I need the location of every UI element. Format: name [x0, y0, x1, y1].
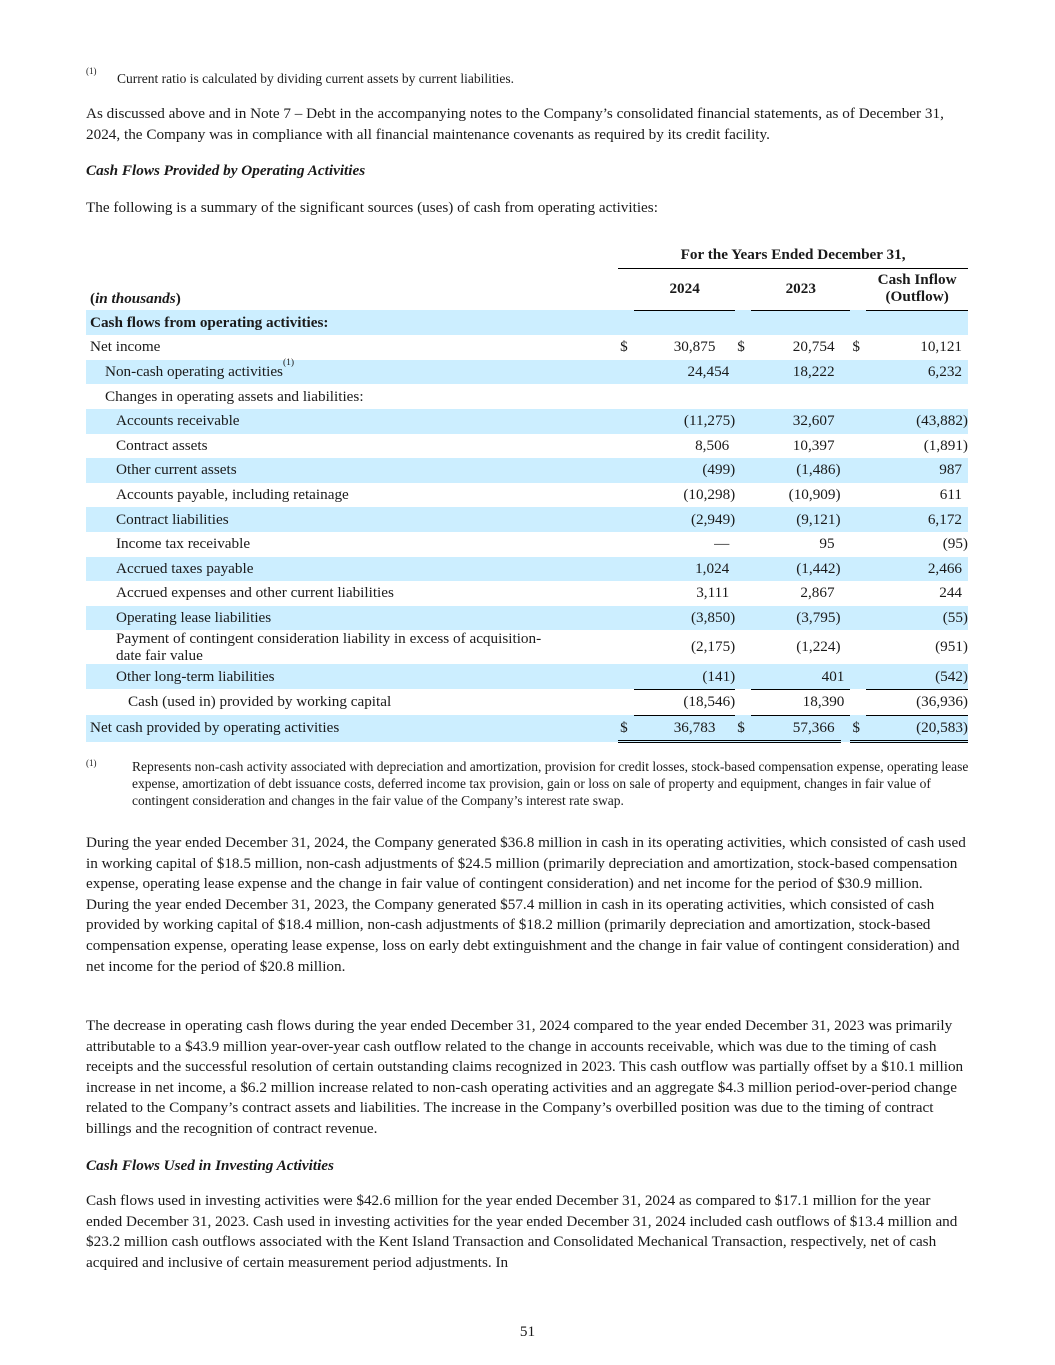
operating-cash-flow-table — [86, 243, 968, 743]
footnote-text: Represents non-cash activity associated with depreciation and amortization, provision for credit losses, stock-based compensation expense, operating lease expense, amortization of debt issuance costs, deferred income tax provision, gain or loss on sale of property and equipment, changes in fair value of contingent consideration and changes in the fair value of the Company’s interest rate swap. — [132, 759, 969, 809]
period-header: For the Years Ended December 31, — [618, 243, 968, 268]
table-row: Non-cash operating activities$^{(1)}$ 24,454 18,222 6,232 — [86, 360, 968, 385]
table-row: Income tax receivable — 95 (95) — [116, 535, 968, 553]
investing-paragraph: Cash flows used in investing activities were $42.6 million for the year ended December 31, 2024 as compared to $17.1 million for the year ended December 31, 2023. Cash used in investing activities for the year ended December 31, 2024 included cash outflows of $13.4 million and $23.2 million cash outflows associated with the Kent Island Transaction and Consolidated Mechanical Transaction, respectively, net of cash acquired and inclusive of certain measurement period adjustments. In — [86, 1192, 958, 1271]
table-row: Contract assets 8,506 10,397 (1,891) — [116, 436, 968, 454]
table-footnote — [86, 758, 969, 810]
footnote-text: Current ratio is calculated by dividing current assets by current liabilities. — [117, 71, 515, 86]
table-row: Accrued taxes payable 1,024 (1,442) 2,466 — [86, 557, 968, 582]
table-row: Net income $ 30,875 $ 20,754 $ 10,121 — [90, 338, 962, 356]
column-2024-header: 2024 — [634, 268, 735, 310]
table-row: Other long-term liabilities (141) 401 (542) — [86, 664, 968, 689]
current-ratio-footnote — [86, 66, 969, 87]
table-row: Changes in operating assets and liabilities: — [105, 387, 364, 405]
footnote-marker: (1) — [86, 758, 97, 768]
table-row: Accrued expenses and other current liabilities 3,111 2,867 244 — [116, 584, 962, 602]
table-total-row: Net cash provided by operating activities $ 36,783 $ 57,366 $ (20,583) — [86, 715, 968, 742]
footnote-marker: (1) — [86, 66, 97, 76]
operating-summary-lead: The following is a summary of the significant sources (uses) of cash from operating activities: — [86, 199, 658, 216]
column-change-header: Cash Inflow (Outflow) — [866, 268, 968, 310]
section-label: Cash flows from operating activities: — [86, 310, 618, 335]
table-section-row — [86, 310, 968, 335]
table-row: Other current assets (499) (1,486) 987 — [86, 458, 968, 483]
operating-change-paragraph: The decrease in operating cash flows during the year ended December 31, 2024 compared to the year ended December 31, 2023 was primarily attributable to a $43.9 million year-over-year cash outflow related to the change in accounts receivable, which was due to the timing of cash receipts and the successful resolution of certain outstanding claims recognized in 2023. This cash outflow was partially offset by a $10.1 million increase in net income, a $6.2 million increase related to non-cash operating activities and an aggregate $4.3 million period-over-period change related to the Company’s contract assets and liabilities. The increase in the Company’s overbilled position was due to the timing of contract billings and the recognition of contract revenue. — [86, 1017, 964, 1137]
column-2023-header: 2023 — [751, 268, 850, 310]
investing-activities-heading: Cash Flows Used in Investing Activities — [86, 1157, 334, 1174]
units-label: (in thousands) — [90, 290, 181, 308]
intro-paragraph: As discussed above and in Note 7 – Debt in the accompanying notes to the Company’s consolidated financial statements, as of December 31, 2024, the Company was in compliance with all financial maintenance covenants as required by its credit facility. — [86, 105, 944, 143]
table-row: Cash (used in) provided by working capital (18,546) 18,390 (36,936) — [86, 689, 968, 715]
table-row: Payment of contingent consideration liability in excess of acquisition- date fair value (2,175) (1,224) (951) — [116, 630, 968, 665]
table-row: Accounts receivable (11,275) 32,607 (43,882) — [86, 409, 968, 434]
table-row: Contract liabilities (2,949) (9,121) 6,172 — [86, 507, 968, 532]
table-period-header-row — [86, 243, 968, 268]
footnote-ref: (1) — [282, 358, 295, 369]
table-column-header-row — [86, 268, 968, 310]
table-row: Operating lease liabilities (3,850) (3,795) (55) — [86, 606, 968, 631]
operating-activities-heading: Cash Flows Provided by Operating Activities — [86, 162, 366, 179]
operating-discussion-paragraph: During the year ended December 31, 2024, the Company generated $36.8 million in cash in its operating activities, which consisted of cash used in working capital of $18.5 million, non-cash adjustments of $24.5 million (primarily depreciation and amortization, stock-based compensation expense, operating lease expense and the change in fair value of contingent consideration) and net income for the period of $30.9 million. During the year ended December 31, 2023, the Company generated $57.4 million in cash in its operating activities, which consisted of cash provided by working capital of $18.4 million, non-cash adjustments of $18.2 million (primarily depreciation and amortization, stock-based compensation expense, operating lease expense, loss on early debt extinguishment and the change in fair value of contingent consideration) and net income for the period of $20.8 million. — [86, 834, 966, 975]
page-number: 51 — [519, 1323, 536, 1340]
table-row: Accounts payable, including retainage (10,298) (10,909) 611 — [116, 486, 962, 504]
